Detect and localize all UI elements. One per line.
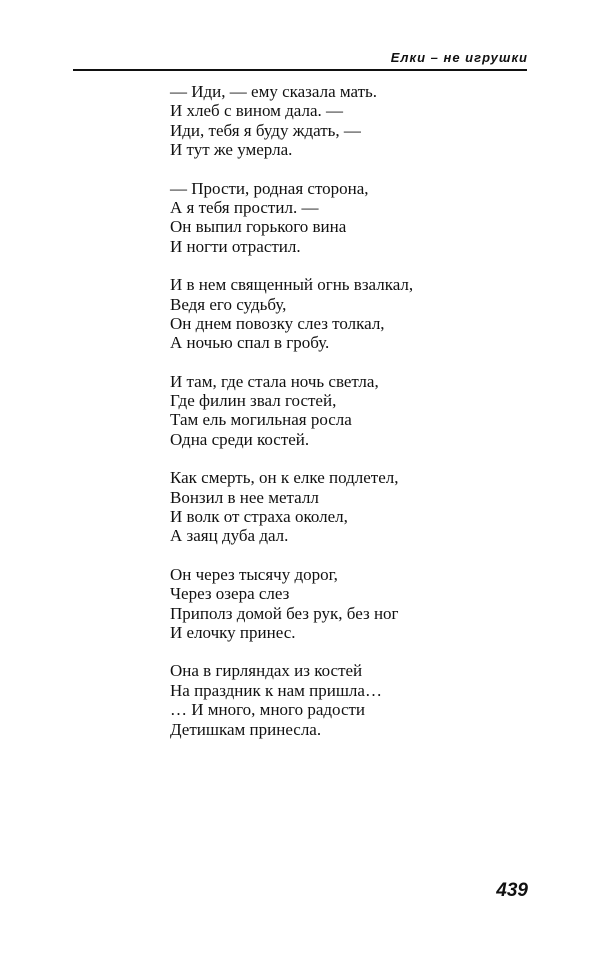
poem-line: И там, где стала ночь светла,: [170, 371, 379, 391]
poem-line: Он днем повозку слез толкал,: [170, 313, 385, 333]
poem-line: А я тебя простил. —: [170, 197, 319, 217]
header-rule: [73, 69, 527, 71]
poem-line: — Прости, родная сторона,: [170, 178, 369, 198]
poem-line: Ведя его судьбу,: [170, 294, 287, 314]
stanza-6: [170, 565, 530, 643]
poem-line: Где филин звал гостей,: [170, 391, 337, 411]
poem-line: И волк от страха околел,: [170, 507, 348, 527]
poem-line: Вонзил в нее металл: [170, 487, 319, 507]
stanza-5: [170, 468, 530, 546]
poem-line: Приполз домой без рук, без ног: [170, 603, 399, 623]
poem-line: И тут же умерла.: [170, 140, 293, 160]
poem-line: Он через тысячу дорог,: [170, 564, 338, 584]
running-header-title: Елки – не игрушки: [390, 50, 528, 65]
poem-line: — Иди, — ему сказала мать.: [170, 82, 378, 101]
poem-line: Там ель могильная росла: [170, 410, 352, 430]
poem-line: А заяц дуба дал.: [170, 526, 289, 546]
stanza-4: [170, 372, 530, 450]
poem-line: … И много, много радости: [170, 700, 366, 720]
poem-line: И ногти отрастил.: [170, 236, 301, 256]
page-number: 439: [496, 880, 528, 901]
poem-line: На праздник к нам пришла…: [170, 680, 382, 700]
poem-line: Она в гирляндах из костей: [170, 661, 363, 681]
poem-line: Как смерть, он к елке подлетел,: [170, 468, 399, 488]
poem-line: И в нем священный огнь взалкал,: [170, 275, 414, 295]
stanza-7: [170, 661, 530, 739]
poem-line: Через озера слез: [170, 584, 290, 604]
poem-body: [170, 82, 530, 758]
poem-line: Он выпил горького вина: [170, 217, 347, 237]
stanza-2: [170, 179, 530, 257]
poem-line: Детишкам принесла.: [170, 719, 322, 739]
poem-line: Иди, тебя я буду ждать, —: [170, 120, 361, 140]
stanza-3: [170, 275, 530, 353]
stanza-1: [170, 82, 530, 160]
poem-line: И елочку принес.: [170, 622, 296, 642]
poem-line: А ночью спал в гробу.: [170, 333, 330, 353]
poem-line: И хлеб с вином дала. —: [170, 101, 344, 121]
poem-line: Одна среди костей.: [170, 429, 310, 449]
